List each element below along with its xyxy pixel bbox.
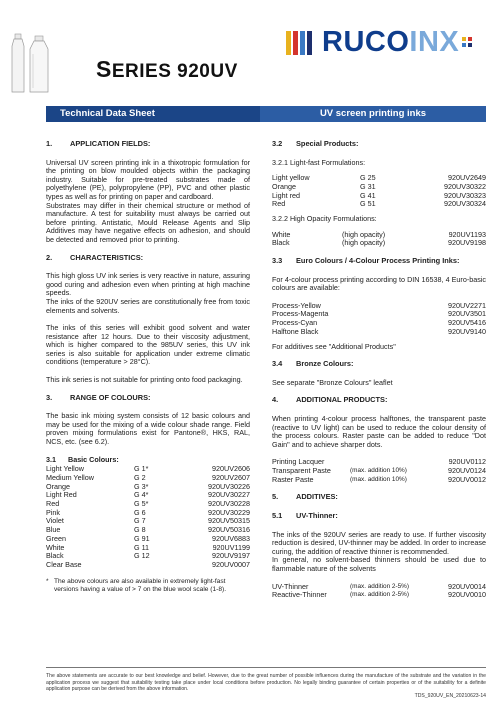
table-row: Process-Magenta 920UV3501 bbox=[272, 309, 486, 319]
series-title bbox=[96, 56, 238, 83]
table-row: Red G 51 920UV30324 bbox=[272, 199, 486, 209]
section-heading: 5. ADDITIVES: bbox=[272, 492, 338, 502]
paragraph: For 4-colour process printing according to DIN 16538, 4 Euro-basic colours are available: bbox=[272, 274, 486, 293]
table-row: Process-Cyan 920UV5416 bbox=[272, 318, 486, 328]
subsection-label: 3.2.2 High Opacity Formulations: bbox=[272, 214, 377, 223]
disclaimer-text: The above statements are accurate to our best knowledge and belief. However, due to the great number of possible influences during the manufacture of the substrate and the variation in the application process we suggest that suitability testing take place under local conditions before production. No legally binding guarantee of certain properties or of the suitability for a definite application purpose can be derived from the above information. bbox=[46, 673, 486, 692]
left-column bbox=[46, 140, 250, 594]
paragraph: See separate "Bronze Colours" leaflet bbox=[272, 377, 393, 387]
table-row: Blue G 8 920UV50316 bbox=[46, 525, 250, 535]
table-row: Reactive-Thinner (max. addition 2-5%) 920UV0010 bbox=[272, 590, 486, 600]
table-row: Pink G 6 920UV30229 bbox=[46, 507, 250, 517]
footnote: * The above colours are also available in extremely light-fast versions having a value of > 7 on the blue wool scale (1-8). bbox=[46, 577, 227, 593]
series-number: 920UV bbox=[177, 61, 238, 82]
table-row: Green G 91 920UV6883 bbox=[46, 533, 250, 543]
section-heading: 2. CHARACTERISTICS: bbox=[46, 252, 144, 262]
process-table bbox=[272, 302, 486, 337]
table-row: Black G 12 920UV9197 bbox=[46, 551, 250, 561]
logo-bars-icon bbox=[286, 29, 318, 55]
subsection-heading: 3.1 Basic Colours: bbox=[46, 454, 119, 464]
section-heading: 1. APPLICATION FIELDS: bbox=[46, 139, 151, 148]
table-row: Light Yellow G 1* 920UV2606 bbox=[46, 464, 250, 474]
section-heading: 4. ADDITIONAL PRODUCTS: bbox=[272, 395, 388, 405]
table-row: Raster Paste (max. addition 10%) 920UV0012 bbox=[272, 474, 486, 484]
table-row: Light Red G 4* 920UV30227 bbox=[46, 490, 250, 500]
band-right-title: UV screen printing inks bbox=[260, 106, 486, 122]
lightfast-table bbox=[272, 174, 486, 209]
table-row: Medium Yellow G 2 920UV2607 bbox=[46, 472, 250, 482]
paragraph: The inks of the 920UV series are constitutionally free from toxic elements and solvents. bbox=[46, 296, 250, 315]
paragraph: The inks of this series will exhibit good solvent and water resistance after 12 hours. Due to their viscosity adjustment, which is higher compared to the 985UV series, this UV ink series is also suitable for application under extreme climatic conditions (temperature > 28°C). bbox=[46, 323, 250, 367]
section-heading: 3.4 Bronze Colours: bbox=[272, 359, 354, 369]
subsection-label: 3.2.1 Light-fast Formulations: bbox=[272, 157, 366, 167]
table-row: Violet G 7 920UV50315 bbox=[46, 516, 250, 526]
table-row: Light yellow G 25 920UV2649 bbox=[272, 173, 486, 183]
paragraph: When printing 4-colour process halftones, the transparent paste (reactive to UV light) can be used to reduce the colour density of the process colours. Raster paste can be added to reduce "Dot Gain" and to achieve sharper dots. bbox=[272, 413, 486, 449]
bottles-illustration bbox=[10, 30, 56, 95]
rucoinx-logo bbox=[286, 28, 482, 56]
table-row: Process-Yellow 920UV2271 bbox=[272, 300, 486, 310]
table-row: Halftone Black 920UV9140 bbox=[272, 326, 486, 336]
paragraph: For additives see "Additional Products" bbox=[272, 341, 396, 351]
section-band bbox=[46, 106, 486, 122]
series-prefix-cap: S bbox=[96, 56, 112, 82]
basic-colours-table bbox=[46, 465, 250, 569]
paragraph: Universal UV screen printing ink in a thixotropic formulation for the printing on blow moulded objects within the packaging industry. Suitable for pre-treated substrates made of polyethylene (PE), polypropylene (PP), PVC and other plastic types as well as for printing on paper and cardboard. bbox=[46, 157, 250, 201]
paragraph: Substrates may differ in their chemical structure or method of manufacture. A test for suitability must always be carried out before printing. Antistatic, Mould Release Agents and Slip Additives may have negative effects on adhesion, and should be detected and removed prior to printing. bbox=[46, 200, 250, 244]
band-left-title: Technical Data Sheet bbox=[60, 108, 155, 119]
opacity-table bbox=[272, 231, 486, 248]
footer bbox=[46, 667, 486, 699]
document-reference: TDS_920UV_EN_20210623-14 bbox=[414, 692, 486, 699]
logo-text-right: INX bbox=[409, 26, 460, 58]
right-column bbox=[272, 140, 486, 600]
table-row: Light red G 41 920UV30323 bbox=[272, 190, 486, 200]
table-row: Red G 5* 920UV30228 bbox=[46, 499, 250, 509]
section-heading: 3. RANGE OF COLOURS: bbox=[46, 392, 151, 402]
table-row: Clear Base 920UV0007 bbox=[46, 559, 250, 569]
table-row: Orange G 3* 920UV30226 bbox=[46, 481, 250, 491]
series-prefix-rest: ERIES bbox=[111, 61, 172, 82]
additional-products-table bbox=[272, 458, 486, 484]
table-row: Orange G 31 920UV30322 bbox=[272, 181, 486, 191]
paragraph: The basic ink mixing system consists of 12 basic colours and may be used for the mixing of a wide colour shade range. Field proven mixing formulations exist for Pantone®, HKS, RAL, NCS, etc. (see 6.2). bbox=[46, 411, 250, 447]
paragraph: This high gloss UV ink series is very reactive in nature, assuring good curing and adhesion even when printing at high machine speeds. bbox=[46, 271, 250, 298]
table-row: Printing Lacquer 920UV0112 bbox=[272, 457, 486, 467]
table-row: Transparent Paste (max. addition 10%) 920UV0124 bbox=[272, 466, 486, 476]
table-row: White G 11 920UV1199 bbox=[46, 542, 250, 552]
logo-text-left: RUCO bbox=[322, 26, 410, 58]
section-heading: 3.2 Special Products: bbox=[272, 139, 359, 148]
logo-dots-icon bbox=[462, 37, 472, 47]
bottle-icon bbox=[10, 30, 56, 95]
paragraph: In general, no solvent-based thinners should be used due to flammable nature of the solvents bbox=[272, 555, 486, 574]
thinners-table bbox=[272, 583, 486, 600]
table-row: UV-Thinner (max. addition 2-5%) 920UV0014 bbox=[272, 581, 486, 591]
table-row: White (high opacity) 920UV1193 bbox=[272, 229, 486, 239]
paragraph: This ink series is not suitable for printing onto food packaging. bbox=[46, 375, 243, 385]
paragraph: The inks of the 920UV series are ready to use. If further viscosity reduction is desired, UV-thinner may be added. In order to increase curing, the addition of reactive thinner is recommended. bbox=[272, 529, 486, 556]
subsection-heading: 5.1 UV-Thinner: bbox=[272, 511, 338, 521]
section-heading: 3.3 Euro Colours / 4-Colour Process Printing Inks: bbox=[272, 256, 460, 265]
table-row: Black (high opacity) 920UV9198 bbox=[272, 238, 486, 248]
